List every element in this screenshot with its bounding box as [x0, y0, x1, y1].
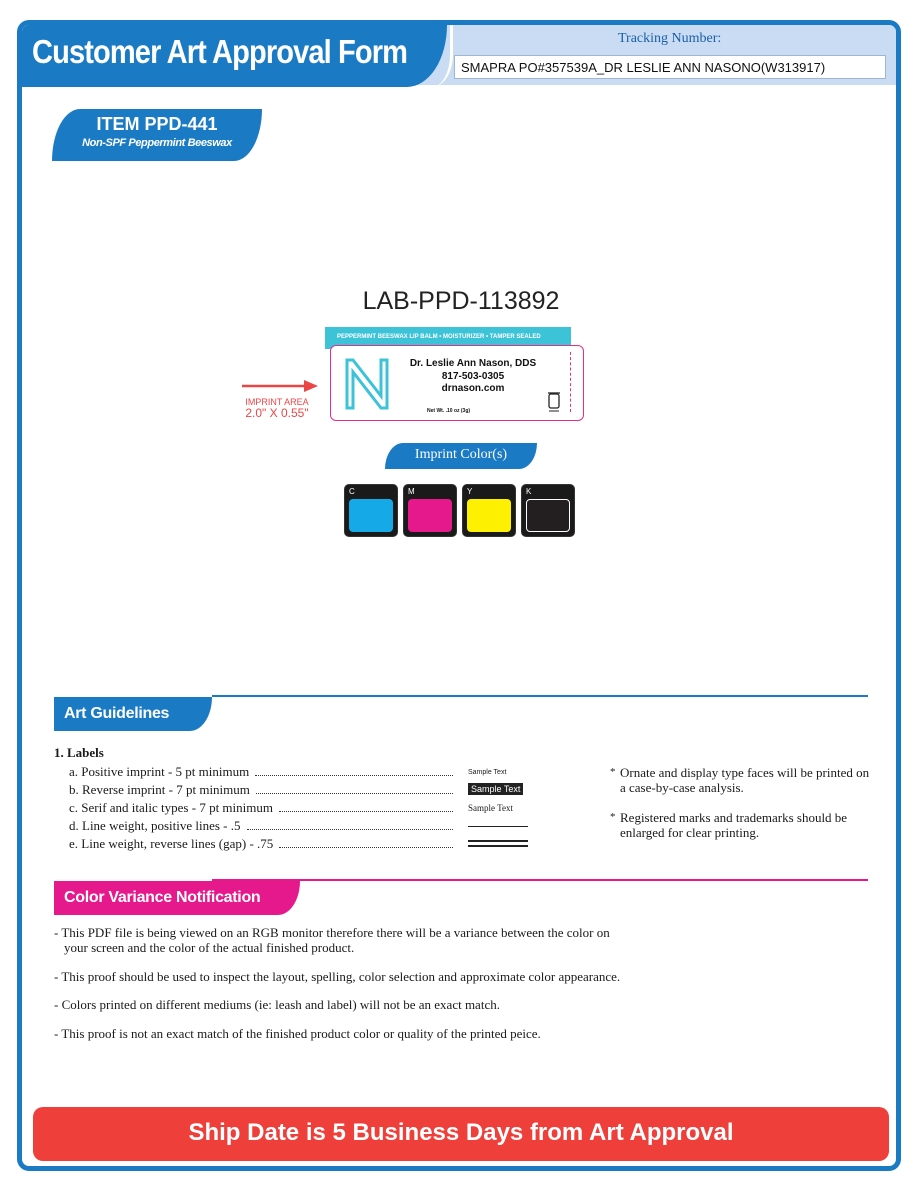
sample-reverse: Sample Text [468, 783, 523, 795]
net-weight: Net Wt. .10 oz (3g) [427, 408, 471, 414]
swatch-letter: C [349, 487, 355, 496]
swatch-fill-cyan [349, 499, 393, 532]
swatch-letter: M [408, 487, 415, 496]
variance-item-continued: your screen and the color of the actual finished product. [64, 940, 355, 955]
color-variance-tab [54, 881, 300, 915]
note-text: Ornate and display type faces will be printed on a case-by-case analysis. [620, 765, 870, 795]
swatch-black [521, 484, 575, 537]
guideline-text: d. Line weight, positive lines - .5 [69, 818, 241, 833]
imprint-line-website: drnason.com [441, 383, 505, 394]
art-guidelines-tab [54, 697, 212, 731]
guideline-note [610, 765, 878, 795]
imprint-colors-tab [385, 443, 537, 469]
leader-dots [279, 811, 453, 812]
swatch-fill-magenta [408, 499, 452, 532]
guideline-row [69, 818, 459, 834]
color-variance-rule [212, 879, 868, 881]
swatch-magenta [403, 484, 457, 537]
sample-line-reverse [468, 840, 528, 847]
note-marker: * [610, 811, 616, 823]
note-text: Registered marks and trademarks should be enlarged for clear printing. [620, 810, 848, 840]
ship-date-banner [33, 1107, 889, 1161]
recycle-bin-icon [547, 390, 561, 414]
guideline-row [69, 836, 459, 852]
label-proof [330, 345, 584, 421]
swatch-cyan [344, 484, 398, 537]
color-variance-heading: Color Variance Notification [64, 889, 261, 906]
imprint-area-label: IMPRINT AREA [245, 397, 309, 407]
form-frame [17, 20, 901, 1171]
label-top-text: PEPPERMINT BEESWAX LIP BALM • MOISTURIZER • TAMPER SEALED [337, 334, 541, 340]
guideline-note [610, 810, 878, 840]
swatch-yellow [462, 484, 516, 537]
imprint-colors-label: Imprint Color(s) [414, 447, 508, 462]
tracking-label: Tracking Number: [618, 31, 722, 46]
art-guidelines-rule [212, 695, 868, 697]
imprint-line-name: Dr. Leslie Ann Nason, DDS [409, 358, 537, 369]
guideline-row [69, 764, 459, 780]
title-tab [22, 25, 447, 87]
swatch-letter: Y [467, 487, 473, 496]
leader-dots [256, 793, 453, 794]
imprint-area-size: 2.0" X 0.55" [245, 406, 309, 420]
guideline-text: a. Positive imprint - 5 pt minimum [69, 764, 250, 779]
guideline-text: c. Serif and italic types - 7 pt minimum [69, 800, 273, 815]
sample-positive: Sample Text [468, 769, 507, 776]
leader-dots [247, 829, 453, 830]
leader-dots [279, 847, 453, 848]
item-code: ITEM PPD-441 [96, 114, 218, 134]
variance-item: - This proof is not an exact match of the finished product color or quality of the printed peice. [54, 1026, 541, 1041]
label-cut-line [570, 352, 571, 412]
sample-line-positive [468, 826, 528, 827]
imprint-area-note [222, 397, 332, 419]
art-guidelines-heading: Art Guidelines [64, 705, 170, 722]
guideline-row [69, 800, 459, 816]
item-subtitle: Non-SPF Peppermint Beeswax [82, 137, 232, 149]
logo-n-icon [341, 356, 391, 412]
variance-item: - This proof should be used to inspect the layout, spelling, color selection and approximate color appearance. [54, 969, 621, 984]
item-tag [52, 109, 262, 161]
note-marker: * [610, 766, 616, 778]
variance-item: - This PDF file is being viewed on an RGB monitor therefore there will be a variance between the color on [54, 925, 610, 940]
variance-item: - Colors printed on different mediums (ie: leash and label) will not be an exact match. [54, 997, 500, 1012]
lab-code: LAB-PPD-113892 [362, 287, 560, 315]
swatch-fill-black [526, 499, 570, 532]
tracking-number-field[interactable]: SMAPRA PO#357539A_DR LESLIE ANN NASONO(W313917) [454, 55, 886, 79]
swatch-fill-yellow [467, 499, 511, 532]
form-title: Customer Art Approval Form [32, 33, 408, 70]
imprint-line-phone: 817-503-0305 [441, 371, 505, 382]
arrow-right-icon [242, 379, 318, 393]
swatch-letter: K [526, 487, 532, 496]
leader-dots [255, 775, 453, 776]
ship-date-notice: Ship Date is 5 Business Days from Art Approval [188, 1119, 734, 1146]
guideline-text: b. Reverse imprint - 7 pt minimum [69, 782, 250, 797]
guideline-row [69, 782, 459, 798]
labels-heading: 1. Labels [54, 745, 104, 760]
sample-serif: Sample Text [468, 803, 513, 813]
guideline-text: e. Line weight, reverse lines (gap) - .75 [69, 836, 274, 851]
